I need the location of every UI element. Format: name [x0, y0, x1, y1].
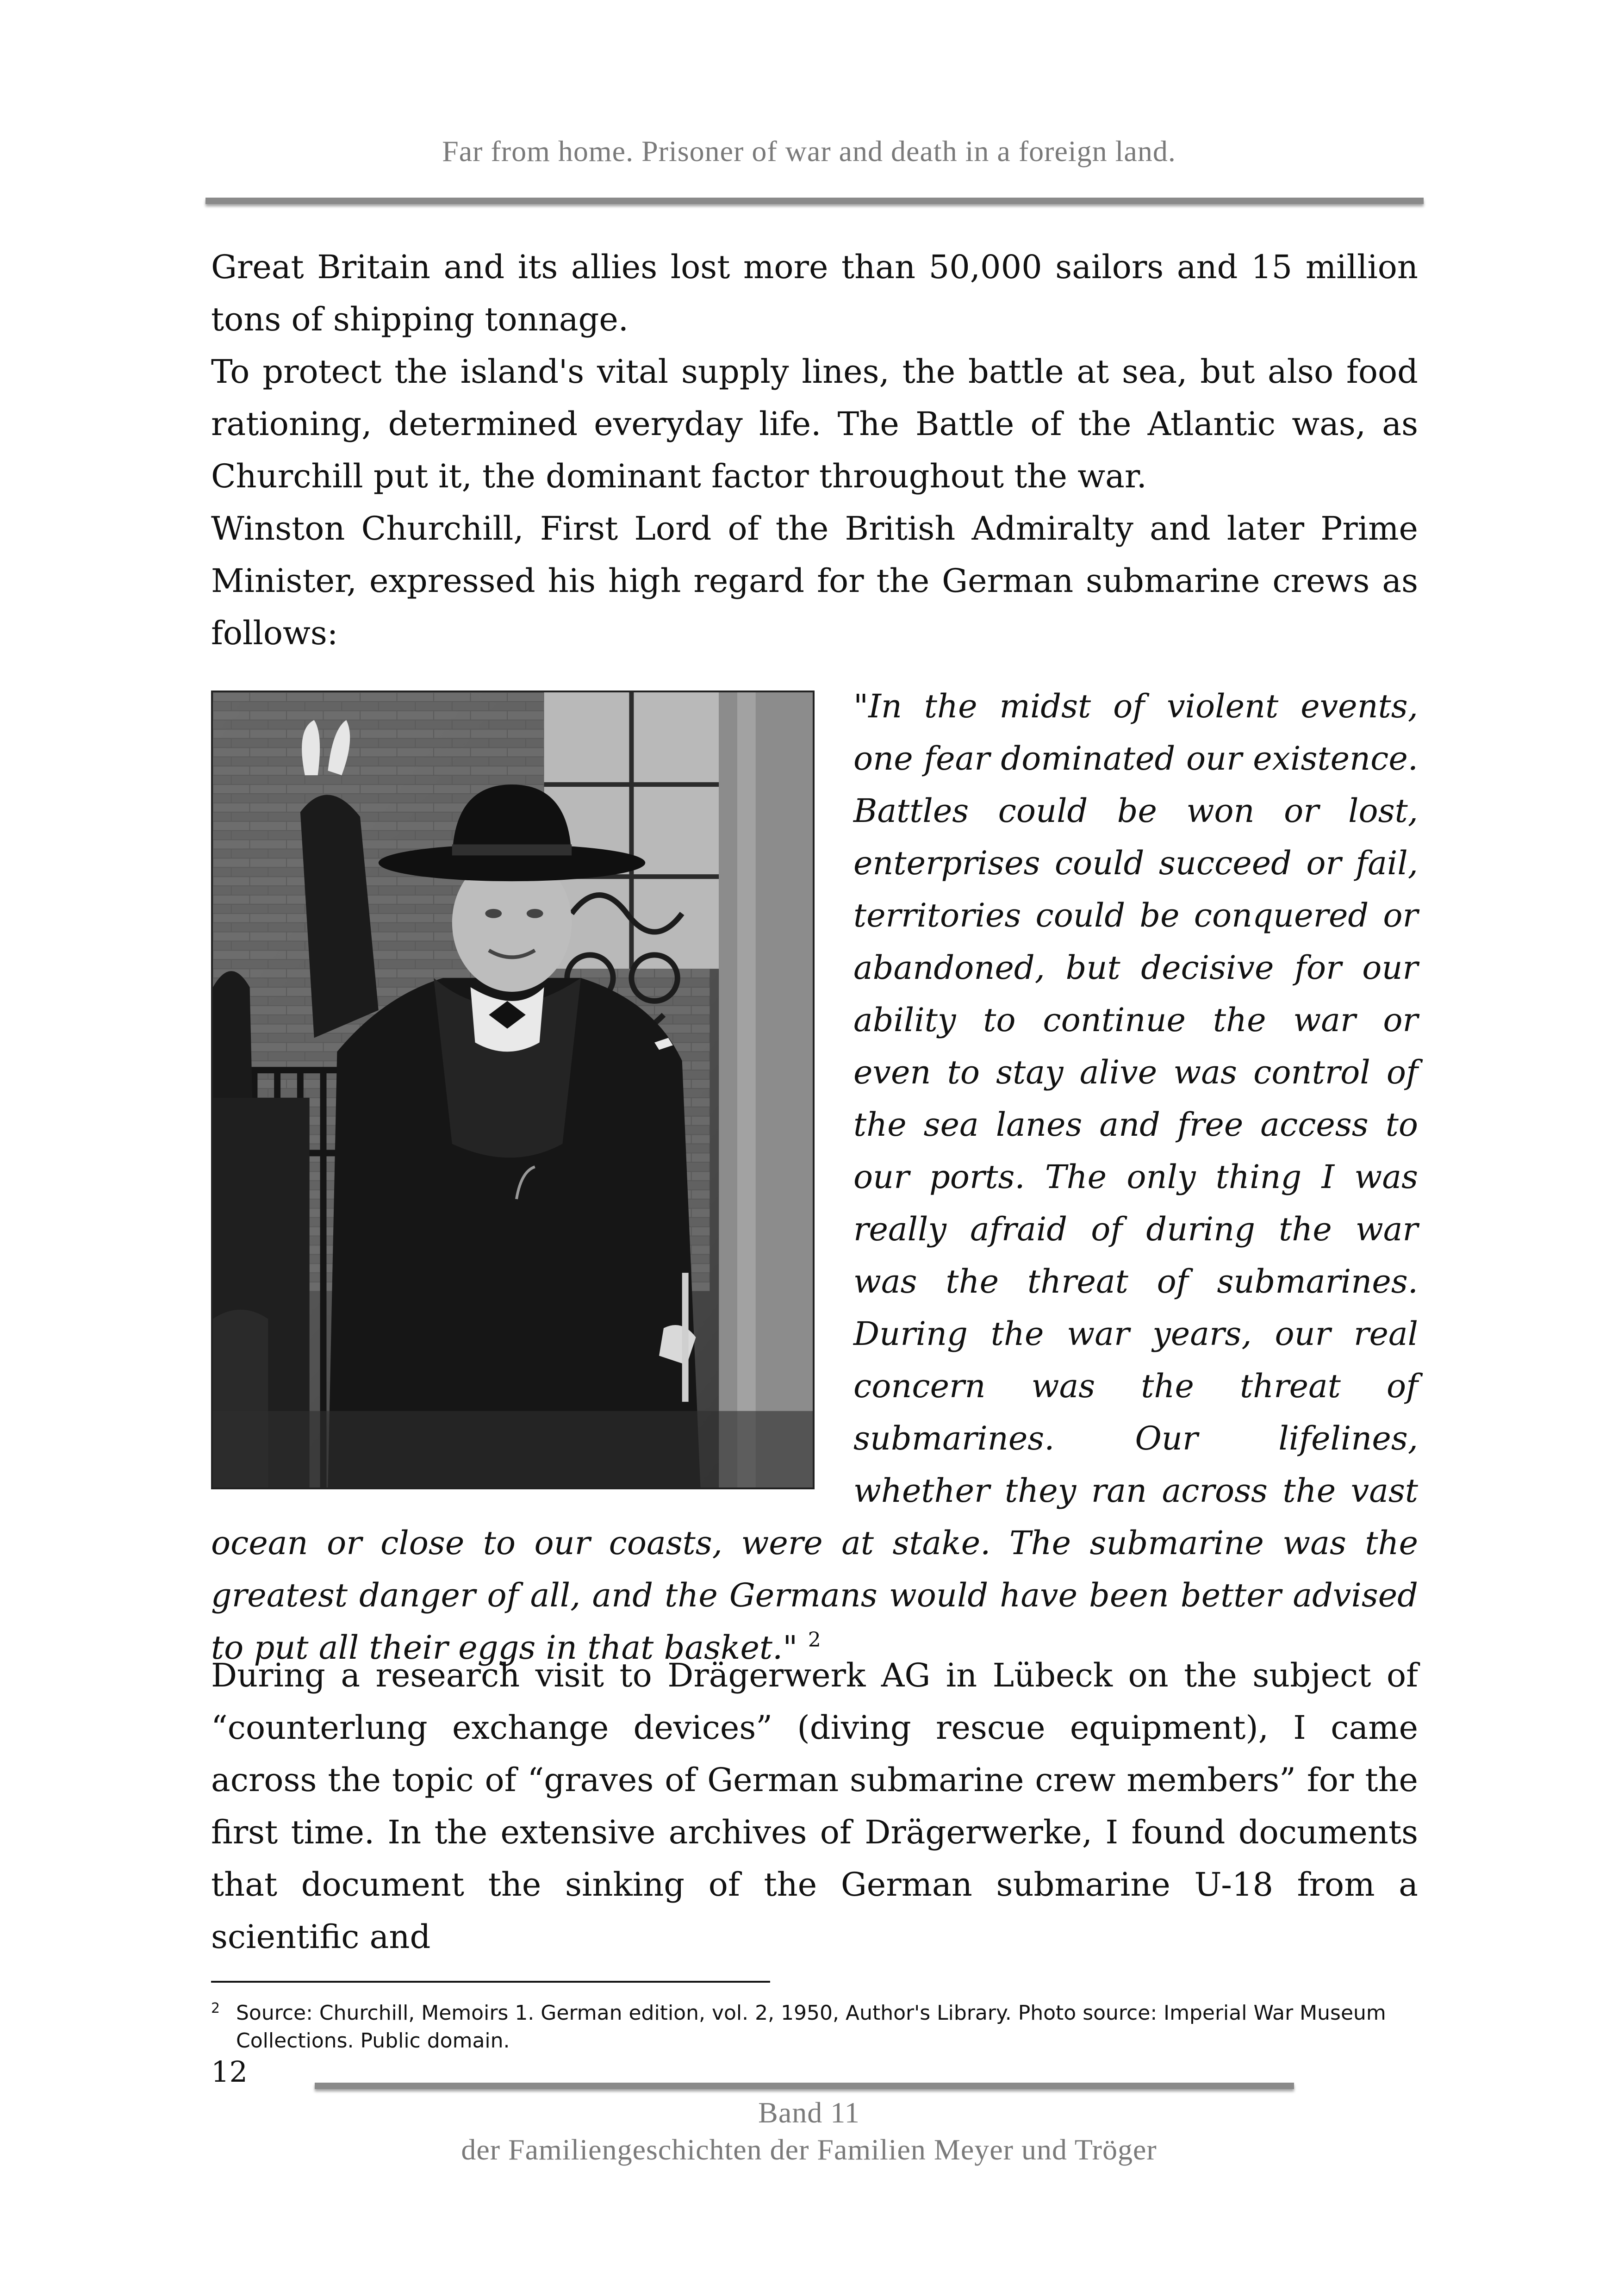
intro-paragraphs	[211, 241, 1418, 660]
footer-series: der Familiengeschichten der Familien Meyer und Tröger	[461, 2133, 1157, 2166]
paragraph-2: To protect the island's vital supply lines, the battle at sea, but also food rationing, determined everyday life. The Battle of the Atlantic was, as Churchill put it, the dominant factor throughout the war.	[211, 353, 1418, 495]
footnote-marker: 2	[211, 2000, 220, 2016]
footer-volume: Band 11	[758, 2096, 860, 2129]
footnote	[211, 1999, 1418, 2055]
paragraph-3: Winston Churchill, First Lord of the British Admiralty and later Prime Minister, expressed his high regard for the German submarine crews as follows:	[211, 510, 1418, 652]
quote-text: "In the midst of violent events, one fear dominated our existence. Battles could be won or lost, enterprises could succeed or fail, territories could be conquered or abandoned, but decisive for our ability to continue the war or even to stay alive was control of the sea lanes and free access to our ports. The only thing I was really afraid of during the war was the threat of submarines. During the war years, our real concern was the threat of submarines. Our lifelines, whether they ran across the vast ocean or close to our coasts, were at stake. The submarine was the greatest danger of all, and the Germans would have been better advised to put all their eggs in that basket."	[211, 687, 1418, 1667]
page-number: 12	[211, 2055, 248, 2089]
footnote-text: Source: Churchill, Memoirs 1. German edition, vol. 2, 1950, Author's Library. Photo source: Imperial War Museum Collections. Public domain.	[236, 2001, 1386, 2053]
quote-block	[211, 680, 1418, 1674]
running-header: Far from home. Prisoner of war and death in a foreign land.	[442, 135, 1176, 168]
footnote-reference: 2	[808, 1628, 821, 1652]
paragraph-1: Great Britain and its allies lost more than 50,000 sailors and 15 million tons of shipping tonnage.	[211, 248, 1418, 338]
paragraph-4: During a research visit to Drägerwerk AG in Lübeck on the subject of “counterlung exchange devices” (diving rescue equipment), I came across the topic of “graves of German submarine crew members” for the first time. In the extensive archives of Drägerwerke, I found documents that document the sinking of the German submarine U-18 from a scientific and	[211, 1656, 1418, 1956]
header-rule	[205, 198, 1424, 204]
churchill-photo	[211, 691, 815, 1489]
footnote-rule	[211, 1981, 770, 1983]
photo-illustration	[213, 692, 813, 1487]
footer-rule	[315, 2083, 1294, 2089]
